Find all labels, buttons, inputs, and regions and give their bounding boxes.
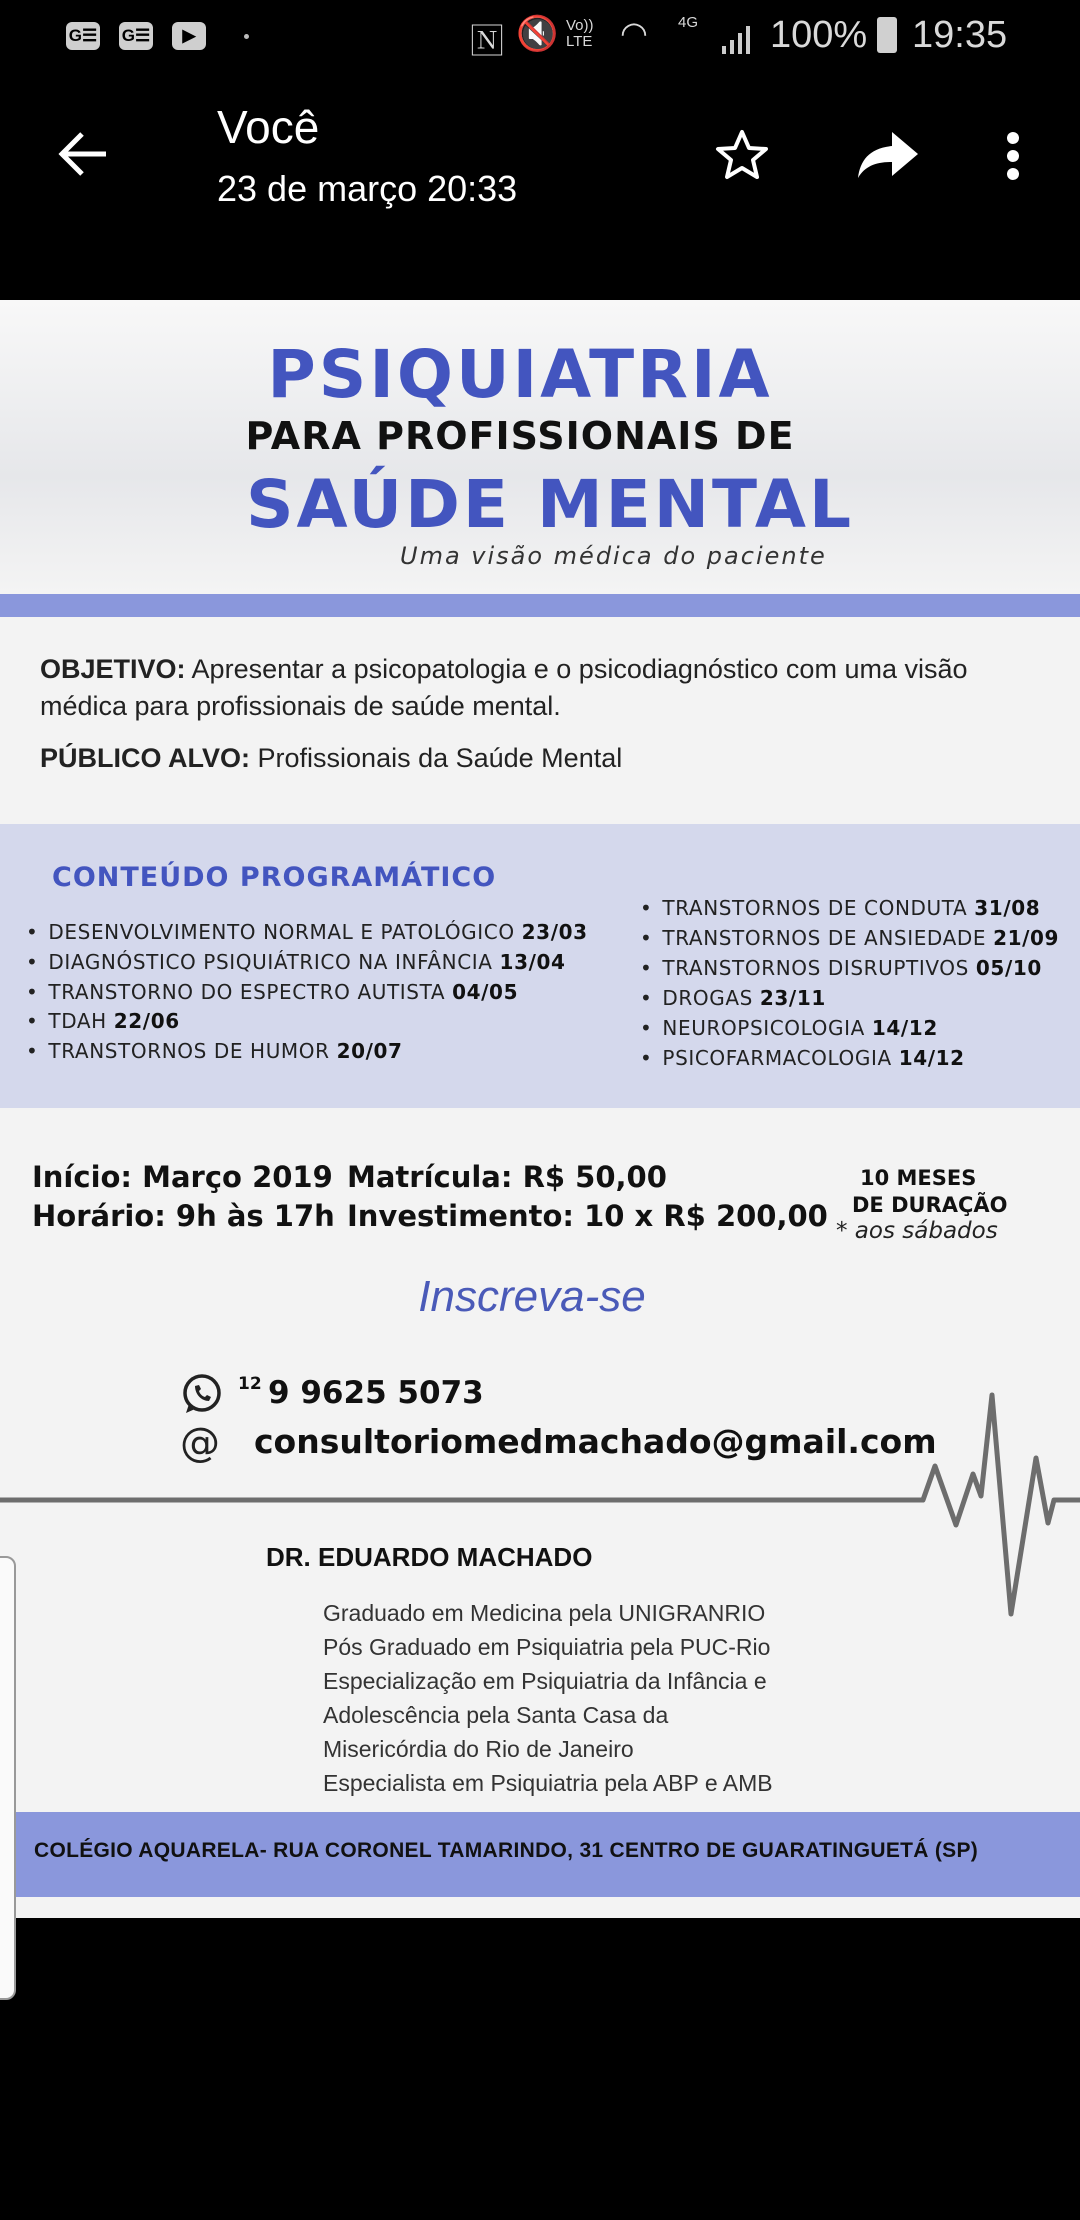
program-date: 23/03 xyxy=(521,920,588,944)
program-topic: DIAGNÓSTICO PSIQUIÁTRICO NA INFÂNCIA xyxy=(48,950,493,974)
more-options-button[interactable] xyxy=(998,130,1028,186)
program-topic: DROGAS xyxy=(662,986,753,1010)
audience-label: PÚBLICO ALVO: xyxy=(40,743,250,773)
start-date: Início: Março 2019 xyxy=(32,1160,333,1194)
program-date: 22/06 xyxy=(113,1009,180,1033)
bio-line: Especialista em Psiquiatria pela ABP e AMB xyxy=(323,1770,773,1796)
message-date: 23 de março 20:33 xyxy=(217,168,518,209)
doctor-name: DR. EDUARDO MACHADO xyxy=(266,1542,593,1572)
investment: Investimento: 10 x R$ 200,00 xyxy=(347,1199,828,1233)
program-topic: TRANSTORNO DO ESPECTRO AUTISTA xyxy=(48,980,446,1004)
audience-text: Profissionais da Saúde Mental xyxy=(257,743,623,773)
back-button[interactable] xyxy=(56,130,110,182)
program-topic: NEUROPSICOLOGIA xyxy=(662,1016,865,1040)
phone-number: 9 9625 5073 xyxy=(268,1375,484,1411)
g-translate-icon: G☰ xyxy=(119,22,153,50)
arrow-left-icon xyxy=(56,130,110,178)
poster-subtitle: PARA PROFISSIONAIS DE xyxy=(245,414,795,458)
forward-icon xyxy=(856,130,920,182)
program-topic: TRANSTORNOS DISRUPTIVOS xyxy=(662,956,969,980)
at-icon: @ xyxy=(180,1420,220,1466)
program-date: 05/10 xyxy=(975,956,1042,980)
wifi-icon: ◠ xyxy=(620,15,648,51)
nfc-icon: 🄽 xyxy=(470,23,504,61)
address: COLÉGIO AQUARELA- RUA CORONEL TAMARINDO, 31 CENTRO DE GUARATINGUETÁ (SP) xyxy=(34,1839,979,1862)
more-vert-icon xyxy=(998,130,1028,182)
email-address: consultoriomedmachado@gmail.com xyxy=(254,1422,937,1461)
poster-title: PSIQUIATRIA xyxy=(267,336,773,413)
bio-line: Graduado em Medicina pela UNIGRANRIO xyxy=(323,1600,766,1626)
star-icon xyxy=(714,128,770,184)
doctor-bio xyxy=(323,1596,773,1800)
poster-image[interactable] xyxy=(0,300,1080,1918)
program-topic: DESENVOLVIMENTO NORMAL E PATOLÓGICO xyxy=(48,920,515,944)
network-type: 4G xyxy=(678,14,699,31)
program-date: 20/07 xyxy=(336,1039,403,1063)
battery-icon xyxy=(877,17,897,53)
bio-line: Misericórdia do Rio de Janeiro xyxy=(323,1736,634,1762)
program-date: 04/05 xyxy=(452,980,519,1004)
bio-line: Especialização em Psiquiatria da Infância e xyxy=(323,1668,767,1694)
program-topic: PSICOFARMACOLOGIA xyxy=(662,1046,892,1070)
program-date: 14/12 xyxy=(898,1046,965,1070)
signal-icon xyxy=(720,24,754,60)
poster-title2: SAÚDE MENTAL xyxy=(245,466,855,543)
objective-text-2: médica para profissionais de saúde mental. xyxy=(40,691,561,721)
bio-line: Pós Graduado em Psiquiatria pela PUC-Rio xyxy=(323,1634,771,1660)
mute-icon: 🔇 xyxy=(516,15,559,53)
enrollment-fee: Matrícula: R$ 50,00 xyxy=(347,1160,667,1194)
program-heading: CONTEÚDO PROGRAMÁTICO xyxy=(52,862,497,893)
program-topic: TRANSTORNOS DE CONDUTA xyxy=(662,896,968,920)
objective-text: Apresentar a psicopatologia e o psicodiagnóstico com uma visão xyxy=(191,654,968,684)
phone-area-code: 12 xyxy=(238,1374,262,1394)
g-translate-icon: G☰ xyxy=(66,22,100,50)
program-date: 13/04 xyxy=(499,950,566,974)
scroll-handle[interactable] xyxy=(0,1556,16,2000)
battery-percent: 100% xyxy=(770,14,868,56)
duration-note: * aos sábados xyxy=(836,1218,998,1244)
schedule: Horário: 9h às 17h xyxy=(32,1199,335,1233)
clock: 19:35 xyxy=(912,14,1008,56)
program-topic: TRANSTORNOS DE HUMOR xyxy=(48,1039,330,1063)
sender-name: Você xyxy=(217,101,320,153)
star-button[interactable] xyxy=(714,128,770,188)
program-date: 21/09 xyxy=(993,926,1060,950)
duration-label: DE DURAÇÃO xyxy=(852,1193,1008,1217)
signup-cta: Inscreva-se xyxy=(418,1272,646,1321)
program-date: 23/11 xyxy=(759,986,826,1010)
program-topic: TRANSTORNOS DE ANSIEDADE xyxy=(662,926,987,950)
volte-indicator: Vo)) LTE xyxy=(566,17,594,50)
objective-label: OBJETIVO: xyxy=(40,654,186,684)
share-button[interactable] xyxy=(856,130,920,186)
program-date: 31/08 xyxy=(974,896,1041,920)
more-notifications-dot xyxy=(244,34,249,39)
program-topic: TDAH xyxy=(48,1009,107,1033)
bio-line: Adolescência pela Santa Casa da xyxy=(323,1702,669,1728)
youtube-icon: ▶ xyxy=(172,22,206,50)
duration-months: 10 MESES xyxy=(860,1166,977,1190)
program-date: 14/12 xyxy=(871,1016,938,1040)
poster-tagline: Uma visão médica do paciente xyxy=(400,542,827,570)
